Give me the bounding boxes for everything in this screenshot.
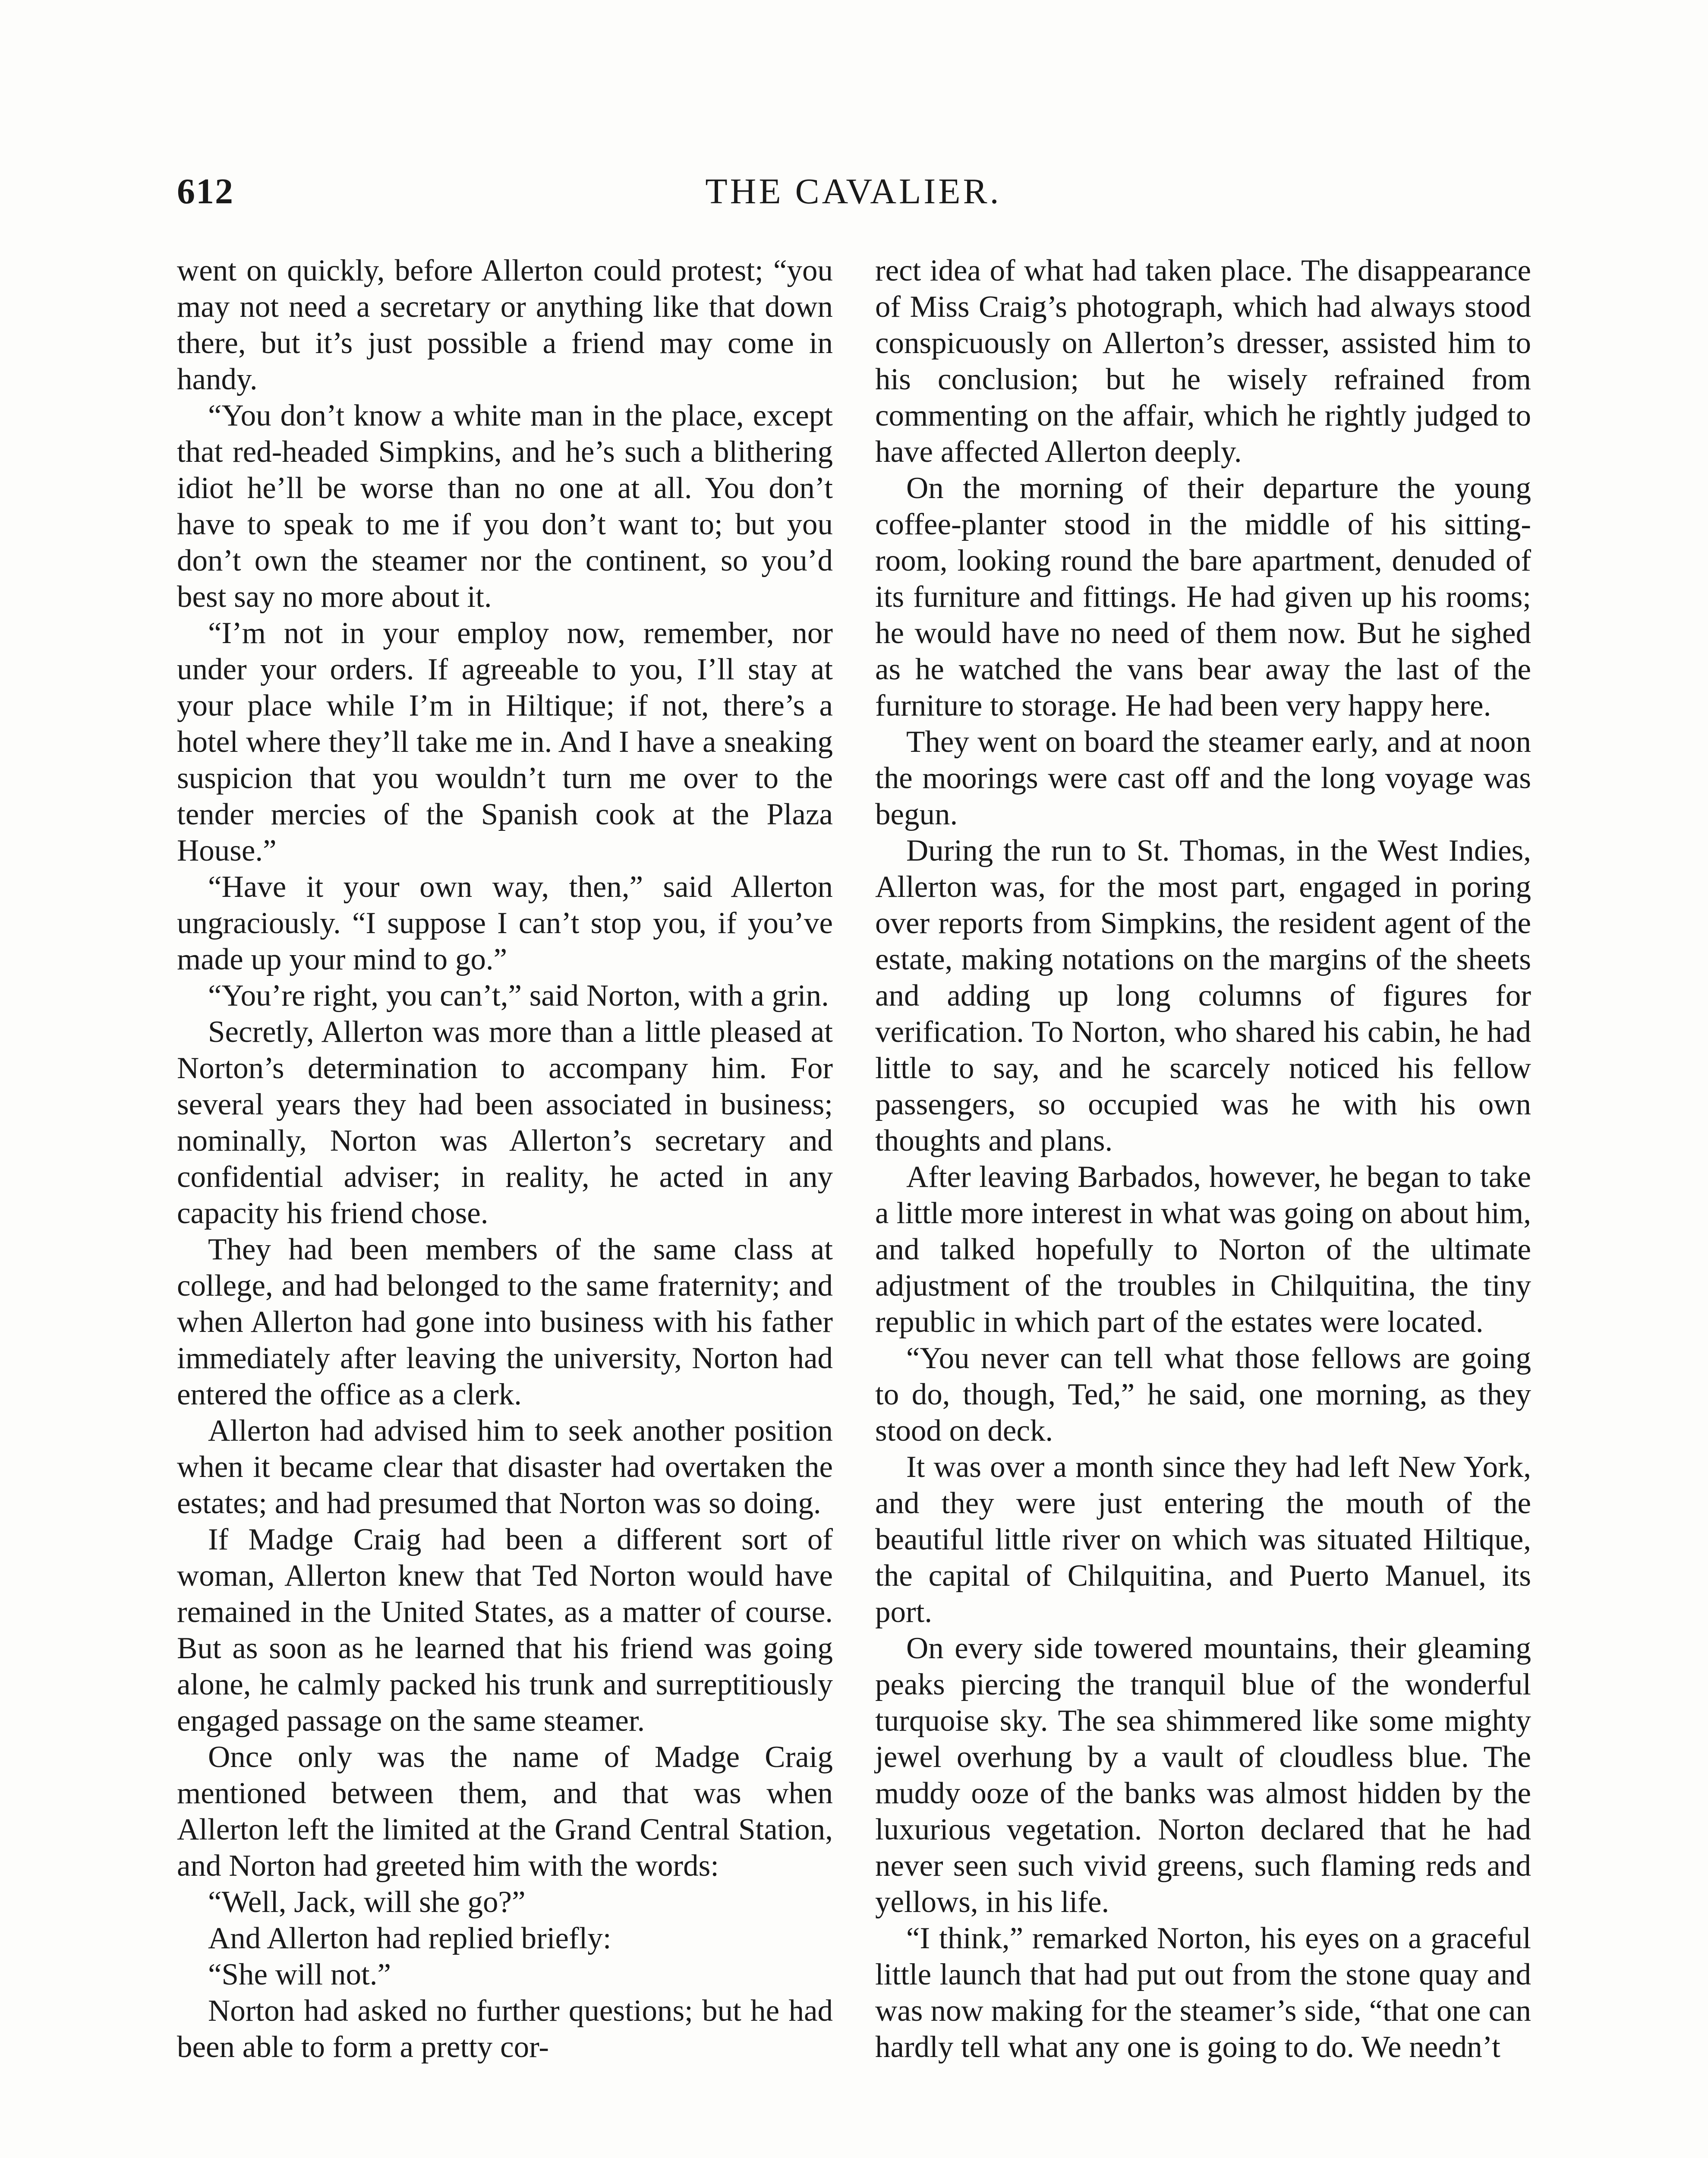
paragraph: Norton had asked no further questions; but he had been able to form a pretty cor- xyxy=(177,1994,833,2064)
paragraph: During the run to St. Thomas, in the West Indies, Allerton was, for the most part, engaged in poring over reports from Simpkins, the resident agent of the estate, making notations on the margins of the sheets and adding up long columns of figures for verification. To Norton, who shared his cabin, he had little to say, and he scarcely noticed his fellow passengers, so occupied was he with his own thoughts and plans. xyxy=(875,834,1531,1158)
paragraph: On every side towered mountains, their gleaming peaks piercing the tranquil blue of the wonderful turquoise sky. The sea shimmered like some mighty jewel overhung by a vault of cloudless blue. The muddy ooze of the banks was almost hidden by the luxurious vegetation. Norton declared that he had never seen such vivid greens, such flaming reds and yellows, in his life. xyxy=(875,1631,1531,1919)
paragraph: Allerton had advised him to seek another position when it became clear that disaster had overtaken the estates; and had presumed that Norton was so doing. xyxy=(177,1414,833,1520)
paragraph: On the morning of their departure the young coffee-planter stood in the middle of his sitting-room, looking round the bare apartment, denuded of its furniture and fittings. He had given up his rooms; he would have no need of them now. But he sighed as he watched the vans bear away the last of the furniture to storage. He had been very happy here. xyxy=(875,471,1531,722)
paragraph: And Allerton had replied briefly: xyxy=(208,1921,611,1955)
paragraph: “You’re right, you can’t,” said Norton, with a grin. xyxy=(208,979,829,1013)
paragraph: They had been members of the same class at college, and had belonged to the same fraternity; and when Allerton had gone into business with his father immediately after leaving the university, Norton had entered the office as a clerk. xyxy=(177,1233,833,1411)
paragraph: “You never can tell what those fellows are going to do, though, Ted,” he said, one morning, as they stood on deck. xyxy=(875,1341,1531,1448)
page-header xyxy=(177,170,1530,218)
paragraph: “I think,” remarked Norton, his eyes on a graceful little launch that had put out from the stone quay and was now making for the steamer’s side, “that one can hardly tell what any one is going to do. We needn’t xyxy=(875,1921,1531,2064)
left-text-column xyxy=(177,252,833,2065)
paragraph: After leaving Barbados, however, he began to take a little more interest in what was going on about him, and talked hopefully to Norton of the ultimate adjustment of the troubles in Chilquitina, the tiny republic in which part of the estates were located. xyxy=(875,1160,1531,1339)
paragraph: If Madge Craig had been a different sort of woman, Allerton knew that Ted Norton would have remained in the United States, as a matter of course. But as soon as he learned that his friend was going alone, he calmly packed his trunk and surreptitiously engaged passage on the same steamer. xyxy=(177,1523,833,1738)
paragraph: “You don’t know a white man in the place, except that red-headed Simpkins, and he’s such a blithering idiot he’ll be worse than no one at all. You don’t have to speak to me if you don’t want to; but you don’t own the steamer nor the continent, so you’d best say no more about it. xyxy=(177,399,833,614)
paragraph: went on quickly, before Allerton could protest; “you may not need a secretary or anything like that down there, but it’s just possible a friend may come in handy. xyxy=(177,254,833,396)
paragraph: “Well, Jack, will she go?” xyxy=(208,1885,526,1919)
paragraph: Once only was the name of Madge Craig mentioned between them, and that was when Allerton left the limited at the Grand Central Station, and Norton had greeted him with the words: xyxy=(177,1740,833,1883)
paragraph: It was over a month since they had left New York, and they were just entering the mouth of the beautiful little river on which was situated Hiltique, the capital of Chilquitina, and Puerto Manuel, its port. xyxy=(875,1450,1531,1629)
right-text-column xyxy=(875,252,1531,2065)
paragraph: “Have it your own way, then,” said Allerton ungraciously. “I suppose I can’t stop you, if you’ve made up your mind to go.” xyxy=(177,870,833,976)
page-number: 612 xyxy=(177,171,234,211)
running-title: THE CAVALIER. xyxy=(705,171,1002,211)
paragraph: “I’m not in your employ now, remember, nor under your orders. If agreeable to you, I’ll stay at your place while I’m in Hiltique; if not, there’s a hotel where they’ll take me in. And I have a sneaking suspicion that you wouldn’t turn me over to the tender mercies of the Spanish cook at the Plaza House.” xyxy=(177,616,833,868)
paragraph: They went on board the steamer early, and at noon the moorings were cast off and the long voyage was begun. xyxy=(875,725,1531,831)
paragraph: rect idea of what had taken place. The disappearance of Miss Craig’s photograph, which had always stood conspicuously on Allerton’s dresser, assisted him to his conclusion; but he wisely refrained from commenting on the affair, which he rightly judged to have affected Allerton deeply. xyxy=(875,254,1531,469)
paragraph: Secretly, Allerton was more than a little pleased at Norton’s determination to accompany him. For several years they had been associated in business; nominally, Norton was Allerton’s secretary and confidential adviser; in reality, he acted in any capacity his friend chose. xyxy=(177,1015,833,1230)
paragraph: “She will not.” xyxy=(208,1958,391,1991)
